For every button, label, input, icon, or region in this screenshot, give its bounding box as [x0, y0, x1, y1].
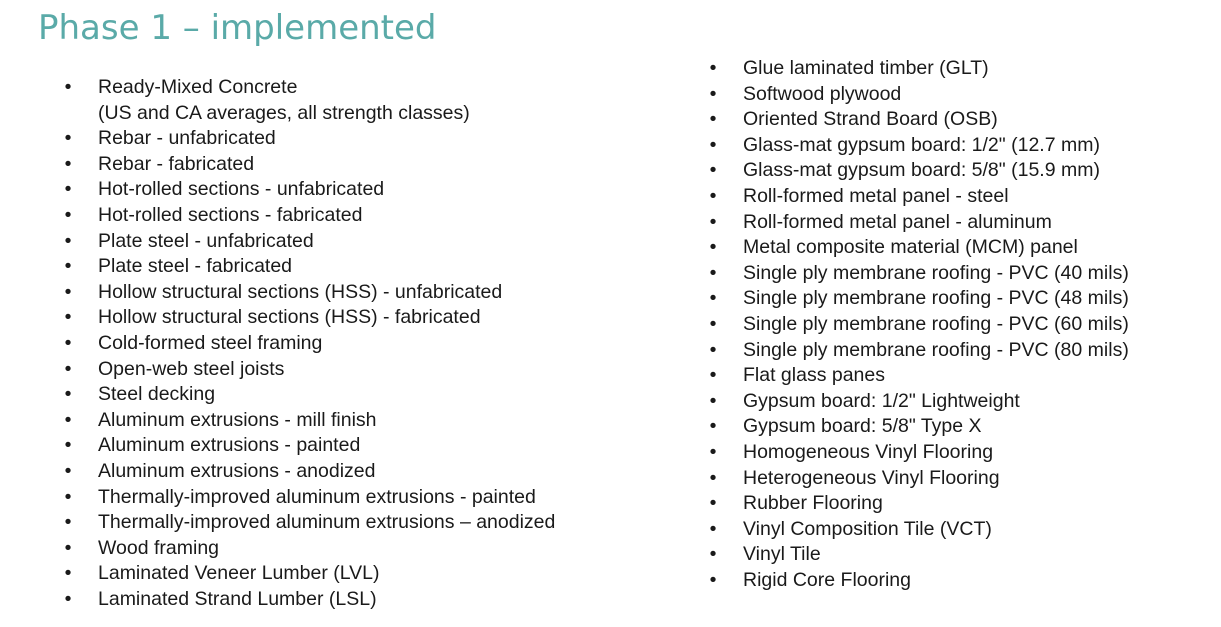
- list-item-text: Thermally-improved aluminum extrusions - painted: [98, 485, 536, 508]
- list-item-text: Single ply membrane roofing - PVC (60 mils): [743, 312, 1129, 335]
- bullet-icon: •: [709, 568, 717, 591]
- bullet-icon: •: [64, 76, 72, 98]
- list-item-text: Cold-formed steel framing: [98, 331, 323, 354]
- list-item: [707, 107, 1129, 133]
- list-item-text: Laminated Strand Lumber (LSL): [98, 587, 377, 610]
- list-item-text: Laminated Veneer Lumber (LVL): [98, 562, 380, 585]
- list-item-text: Rebar - fabricated: [98, 152, 255, 175]
- bullet-icon: •: [64, 280, 72, 303]
- list-item: [707, 363, 1129, 389]
- list-item: [62, 280, 555, 306]
- bullet-icon: •: [64, 178, 72, 201]
- bullet-icon: •: [64, 203, 72, 226]
- bullet-icon: •: [64, 434, 72, 457]
- list-item-text: Ready-Mixed Concrete: [98, 76, 298, 98]
- list-item-text: Glass-mat gypsum board: 5/8" (15.9 mm): [743, 159, 1100, 182]
- list-item-text: Single ply membrane roofing - PVC (40 mils): [743, 261, 1129, 284]
- list-item: [707, 517, 1129, 543]
- list-item-text: Steel decking: [98, 383, 216, 406]
- list-item-text: Rebar - unfabricated: [98, 127, 276, 150]
- bullet-icon: •: [709, 184, 717, 207]
- list-item-text: Homogeneous Vinyl Flooring: [743, 440, 994, 463]
- list-item-text: Plate steel - unfabricated: [98, 229, 314, 252]
- list-item: [62, 459, 555, 485]
- left-bullet-list: [62, 75, 555, 612]
- bullet-icon: •: [709, 236, 717, 259]
- list-item: [707, 466, 1129, 492]
- bullet-icon: •: [709, 364, 717, 387]
- list-item-text: Hot-rolled sections - unfabricated: [98, 178, 385, 201]
- list-item-text: Softwood plywood: [743, 82, 902, 105]
- list-item: [707, 82, 1129, 108]
- bullet-icon: •: [709, 261, 717, 284]
- bullet-icon: •: [64, 562, 72, 585]
- bullet-icon: •: [709, 133, 717, 156]
- list-item: [707, 184, 1129, 210]
- right-bullet-list: [707, 56, 1129, 593]
- list-item: [707, 312, 1129, 338]
- bullet-icon: •: [64, 408, 72, 431]
- bullet-icon: •: [709, 338, 717, 361]
- bullet-icon: •: [64, 255, 72, 278]
- list-item-text: Roll-formed metal panel - aluminum: [743, 210, 1052, 233]
- list-item-text: Hollow structural sections (HSS) - fabricated: [98, 306, 481, 329]
- list-item-text: Hollow structural sections (HSS) - unfabricated: [98, 280, 503, 303]
- bullet-icon: •: [64, 536, 72, 559]
- bullet-icon: •: [64, 152, 72, 175]
- list-item: [707, 235, 1129, 261]
- list-item: [707, 542, 1129, 568]
- bullet-icon: •: [64, 459, 72, 482]
- bullet-icon: •: [64, 357, 72, 380]
- bullet-icon: •: [64, 229, 72, 252]
- list-item: [62, 126, 555, 152]
- list-item-text: Metal composite material (MCM) panel: [743, 236, 1078, 259]
- list-item-text: Flat glass panes: [743, 364, 885, 387]
- list-item-text: Roll-formed metal panel - steel: [743, 184, 1009, 207]
- list-item-text: Wood framing: [98, 536, 220, 559]
- list-item: [62, 331, 555, 357]
- list-item-text: Gypsum board: 5/8" Type X: [743, 415, 982, 438]
- bullet-icon: •: [709, 210, 717, 233]
- list-item-text: Rigid Core Flooring: [743, 568, 911, 591]
- list-item-text: Aluminum extrusions - painted: [98, 434, 361, 457]
- list-item-text: Vinyl Composition Tile (VCT): [743, 517, 992, 540]
- list-item-text: Hot-rolled sections - fabricated: [98, 203, 363, 226]
- list-item-text: Rubber Flooring: [743, 492, 883, 515]
- list-item: [62, 382, 555, 408]
- list-item: [62, 561, 555, 587]
- list-item-text: Single ply membrane roofing - PVC (48 mils): [743, 287, 1129, 310]
- list-item-text: Glass-mat gypsum board: 1/2" (12.7 mm): [743, 133, 1100, 156]
- bullet-icon: •: [64, 485, 72, 508]
- list-item-text: Vinyl Tile: [743, 543, 821, 566]
- bullet-icon: •: [64, 331, 72, 354]
- list-item-text: Aluminum extrusions - anodized: [98, 459, 376, 482]
- bullet-icon: •: [709, 492, 717, 515]
- list-item: [707, 158, 1129, 184]
- page-title: Phase 1 – implemented: [38, 8, 437, 48]
- list-item-text: Glue laminated timber (GLT): [743, 57, 989, 79]
- bullet-icon: •: [709, 517, 717, 540]
- list-item: [62, 177, 555, 203]
- list-item: [62, 203, 555, 229]
- list-item: [707, 210, 1129, 236]
- list-item: [707, 440, 1129, 466]
- list-item-text: Oriented Strand Board (OSB): [743, 108, 998, 131]
- list-item: [707, 414, 1129, 440]
- list-item: [707, 133, 1129, 159]
- list-item: [62, 485, 555, 511]
- list-item-text: Gypsum board: 1/2" Lightweight: [743, 389, 1020, 412]
- bullet-icon: •: [709, 389, 717, 412]
- list-item-subtext: (US and CA averages, all strength classes): [98, 101, 470, 124]
- list-item: [62, 408, 555, 434]
- bullet-icon: •: [709, 543, 717, 566]
- bullet-icon: •: [709, 159, 717, 182]
- list-item: [62, 587, 555, 613]
- bullet-icon: •: [709, 440, 717, 463]
- bullet-icon: •: [709, 466, 717, 489]
- bullet-icon: •: [64, 511, 72, 534]
- list-item: [62, 229, 555, 255]
- list-item-text: Heterogeneous Vinyl Flooring: [743, 466, 1000, 489]
- bullet-icon: •: [64, 383, 72, 406]
- bullet-icon: •: [709, 82, 717, 105]
- bullet-icon: •: [709, 287, 717, 310]
- bullet-icon: •: [64, 306, 72, 329]
- list-item-text: Thermally-improved aluminum extrusions – anodized: [98, 511, 556, 534]
- list-item: [62, 357, 555, 383]
- list-item-text: Single ply membrane roofing - PVC (80 mils): [743, 338, 1129, 361]
- list-item: [707, 568, 1129, 594]
- list-item: [62, 536, 555, 562]
- list-item: [62, 152, 555, 178]
- bullet-icon: •: [64, 587, 72, 610]
- bullet-icon: •: [709, 415, 717, 438]
- bullet-icon: •: [709, 108, 717, 131]
- list-item: [707, 491, 1129, 517]
- list-item: [62, 305, 555, 331]
- list-item: [62, 433, 555, 459]
- list-item: [62, 510, 555, 536]
- bullet-icon: •: [709, 312, 717, 335]
- list-item-text: Aluminum extrusions - mill finish: [98, 408, 377, 431]
- list-item-text: Open-web steel joists: [98, 357, 285, 380]
- list-item: [707, 56, 1129, 82]
- list-item: [707, 261, 1129, 287]
- bullet-icon: •: [709, 57, 717, 79]
- list-item-text: Plate steel - fabricated: [98, 255, 293, 278]
- list-item: [62, 254, 555, 280]
- bullet-icon: •: [64, 127, 72, 150]
- list-item: [707, 338, 1129, 364]
- list-item: [707, 389, 1129, 415]
- list-item: [707, 286, 1129, 312]
- list-item: [62, 75, 555, 126]
